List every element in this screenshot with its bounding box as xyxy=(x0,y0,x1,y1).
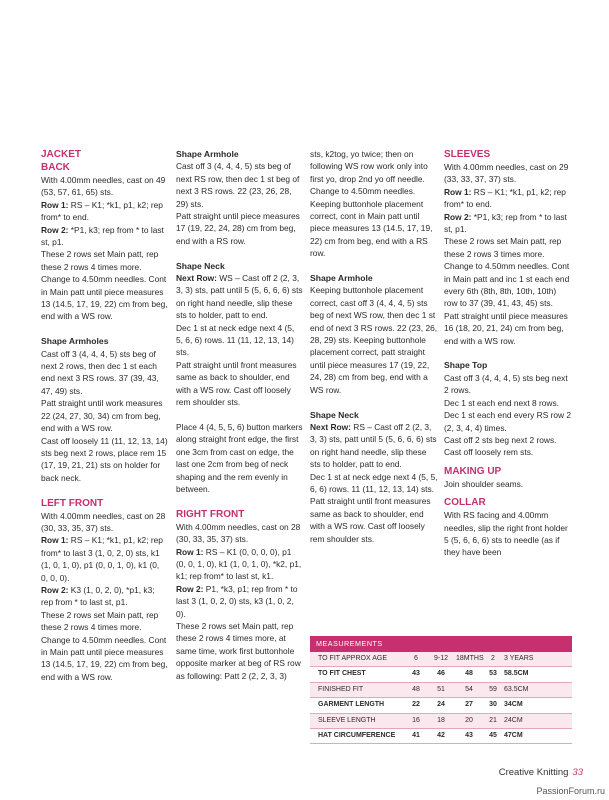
table-cell: 58.5CM xyxy=(504,670,529,678)
page-number: 33 xyxy=(572,767,583,778)
table-cell: 53 xyxy=(489,670,497,678)
table-cell: 54 xyxy=(465,685,473,693)
column-1 xyxy=(41,148,168,683)
row-label: HAT CIRCUMFERENCE xyxy=(318,731,396,739)
page-footer xyxy=(499,767,583,778)
paragraph: With 4.00mm needles, cast on 28 (30, 33, 35, 37) sts. xyxy=(176,521,301,545)
row-text: P1, *k3, p1; rep from * to last 3 (1, 0, 2, 0) sts, k3 (1, 0, 2, 0). xyxy=(176,583,298,619)
subheading-shape-armhole: Shape Armhole xyxy=(176,149,239,159)
table-cell: 2 xyxy=(491,655,495,662)
paragraph: These 2 rows set Main patt, rep these 2 rows 4 times more. xyxy=(41,609,159,633)
row-label: Row 2: xyxy=(41,224,69,235)
section-title-making-up: MAKING UP xyxy=(444,465,502,477)
row-label: FINISHED FIT xyxy=(318,685,364,693)
paragraph: Cast off loosely 11 (11, 12, 13, 14) sts beg next 2 rows, place rem 15 (17, 19, 21, 21) sts on holder for back neck. xyxy=(41,435,168,483)
table-cell: 42 xyxy=(437,731,445,739)
row-label: Row 1: xyxy=(41,199,69,210)
table-row xyxy=(310,652,572,667)
paragraph: With 4.00mm needles, cast on 28 (30, 33, 35, 37) sts. xyxy=(41,510,166,533)
paragraph: Patt straight until front measures same as back to shoulder, end with a WS row. Cast off loosely rem shoulder sts. xyxy=(176,359,297,408)
row-label: Row 1: xyxy=(176,546,204,557)
table-cell: 46 xyxy=(437,670,445,678)
section-title-right-front: RIGHT FRONT xyxy=(176,508,245,520)
paragraph: Change to 4.50mm needles. Keeping buttonhole placement correct, cont in Main patt until piece measures 13 (14.5, 17, 19, 22) cm from beg, end with a RS row. xyxy=(310,186,433,259)
paragraph: These 2 rows set Main patt, rep these 2 rows 3 times more. xyxy=(444,236,562,259)
paragraph: Cast off 3 (4, 4, 4, 5) sts beg of next RS row, then dec 1 st beg of next 3 RS rows. 22 (23, 26, 28, 29) sts. xyxy=(176,161,300,209)
table-row xyxy=(310,698,572,713)
row-label: Row 2: xyxy=(41,584,69,595)
table-cell: 22 xyxy=(412,701,420,709)
paragraph xyxy=(176,583,303,620)
paragraph xyxy=(41,584,168,609)
column-4 xyxy=(444,148,572,559)
subheading-shape-neck: Shape Neck xyxy=(310,409,359,420)
paragraph: Keeping buttonhole placement correct, cast off 3 (4, 4, 4, 5) sts beg of next WS row, then dec 1 st end of next 3 RS rows. 22 (23, 26, 28, 29) sts. Keeping buttonhole placement correct, patt straight until piece measures 17 (19, 22, 24, 28) cm from beg, end with a WS row. xyxy=(310,285,438,395)
paragraph xyxy=(41,534,168,584)
paragraph: Dec 1 st at neck edge next 4 (5, 5, 6, 6) rows. 11 (11, 12, 13, 14) sts. xyxy=(310,471,438,494)
paragraph xyxy=(444,211,572,236)
paragraph: Patt straight until work measures 22 (24, 27, 30, 34) cm from beg, end with a WS row. xyxy=(41,398,163,434)
paragraph xyxy=(41,199,168,224)
subheading-shape-neck: Shape Neck xyxy=(176,260,225,271)
paragraph: With RS facing and 4.00mm needles, slip the right front holder 5 (5, 6, 6, 6) sts to needle (as if they have been xyxy=(444,510,568,558)
paragraph: These 2 rows set Main patt, rep these 2 rows 4 times more, at same time, work first buttonhole opposite marker at beg of RS row as following: Patt 2 (2, 2, 3, 3) xyxy=(176,620,301,681)
watermark: PassionForum.ru xyxy=(536,786,605,796)
paragraph xyxy=(176,546,303,583)
table-cell: 27 xyxy=(465,701,473,709)
section-title-sleeves: SLEEVES xyxy=(444,149,491,160)
table-cell: 48 xyxy=(412,685,420,693)
table-cell: 45 xyxy=(489,731,497,739)
table-cell: 47CM xyxy=(504,731,523,739)
measurements-rows xyxy=(310,652,572,744)
measurements-table xyxy=(310,636,572,744)
row-label: SLEEVE LENGTH xyxy=(318,716,376,724)
table-row xyxy=(310,729,572,744)
paragraph: Cast off 2 sts beg next 2 rows. Cast off loosely rem sts. xyxy=(444,434,557,458)
subheading-shape-top: Shape Top xyxy=(444,360,488,371)
row-label: Row 1: xyxy=(444,186,472,197)
paragraph xyxy=(444,186,572,211)
table-cell: 18MTHS xyxy=(456,655,484,662)
paragraph: sts, k2tog, yo twice; then on following WS row work only into first yo, drop 2nd yo off needle. xyxy=(310,149,428,184)
paragraph: Patt straight until piece measures 16 (18, 20, 21, 24) cm from beg, end with a WS row. xyxy=(444,310,568,346)
table-cell: 48 xyxy=(465,670,473,678)
paragraph: Join shoulder seams. xyxy=(444,478,524,489)
table-cell: 63.5CM xyxy=(504,685,529,693)
row-text: RS – K1 (0, 0, 0, 0), p1 (0, 0, 1, 0), k1 (1, 0, 1, 0), *k2, p1, k1; rep from* to last st, k1. xyxy=(176,546,302,582)
table-cell: 43 xyxy=(465,731,473,739)
row-label: Row 2: xyxy=(176,583,204,594)
row-text: WS – Cast off 2 (2, 3, 3, 3) sts, patt until 5 (5, 6, 6, 6) sts on right hand needle, slip these sts to holder, patt to end. xyxy=(176,273,303,321)
row-label: TO FIT APPROX AGE xyxy=(318,655,387,662)
paragraph: Place 4 (4, 5, 5, 6) button markers along straight front edge, the first one 3cm from cast on edge, the last one 2cm from beg of neck shaping and the rem evenly in between. xyxy=(176,421,303,494)
table-cell: 41 xyxy=(412,731,420,739)
row-text: RS – K1; *k1, p1, k2; rep from* to last 3 (1, 0, 2, 0) sts, k1 (1, 0, 1, 0), p1 (0, 0, 1, 0), k1 (0, 0, 0, 0). xyxy=(41,535,163,583)
row-text: *P1, k3; rep from * to last st, p1. xyxy=(444,211,567,235)
magazine-title: Creative Knitting xyxy=(498,767,569,778)
measurements-title: MEASUREMENTS xyxy=(310,636,572,652)
row-label: Next Row: xyxy=(310,421,351,432)
paragraph: With 4.00mm needles, cast on 49 (53, 57, 61, 65) sts. xyxy=(41,175,166,198)
paragraph xyxy=(310,421,438,471)
table-cell: 6 xyxy=(414,655,418,662)
section-title-left-front: LEFT FRONT xyxy=(41,497,104,509)
paragraph: Change to 4.50mm needles. Cont in Main patt and inc 1 st each end every 6th (8th, 8th, 10th, 10th) row to 37 (39, 41, 43, 45) sts. xyxy=(444,261,570,309)
column-3 xyxy=(310,148,438,545)
column-2 xyxy=(176,148,303,682)
paragraph: With 4.00mm needles, cast on 29 (33, 33, 37, 37) sts. xyxy=(444,162,569,185)
paragraph xyxy=(176,272,303,322)
table-cell: 34CM xyxy=(504,701,523,709)
table-cell: 24 xyxy=(437,701,445,709)
row-label: TO FIT CHEST xyxy=(318,670,366,678)
table-cell: 30 xyxy=(489,701,497,709)
section-title-back: BACK xyxy=(41,162,70,173)
paragraph: Change to 4.50mm needles. Cont in Main patt until piece measures 13 (14.5, 17, 19, 22) cm from beg, end with a WS row. xyxy=(41,634,168,682)
paragraph: Dec 1 st at neck edge next 4 (5, 5, 6, 6) rows. 11 (11, 12, 13, 14) sts. xyxy=(176,322,295,358)
paragraph: Change to 4.50mm needles. Cont in Main patt until piece measures 13 (14.5, 17, 19, 22) cm from beg, end with a WS row. xyxy=(41,274,168,322)
paragraph: These 2 rows set Main patt, rep these 2 rows 4 times more. xyxy=(41,249,159,272)
table-cell: 9-12 xyxy=(433,655,448,662)
table-cell: 18 xyxy=(437,716,445,724)
row-text: K3 (1, 0, 2, 0), *p1, k3; rep from * to last st, p1. xyxy=(41,584,155,608)
row-label: Next Row: xyxy=(176,273,217,284)
section-title-collar: COLLAR xyxy=(444,497,486,509)
row-text: RS – Cast off 2 (2, 3, 3, 3) sts, patt until 5 (5, 6, 6, 6) sts on right hand needle, slip these sts to holder, patt to end. xyxy=(310,421,437,470)
row-text: RS – K1; *k1, p1, k2; rep from* to end. xyxy=(444,186,566,210)
table-cell: 43 xyxy=(412,670,420,678)
row-label: Row 2: xyxy=(444,211,472,222)
section-title-jacket: JACKET xyxy=(41,149,82,160)
paragraph xyxy=(41,224,168,249)
table-cell: 3 YEARS xyxy=(504,655,534,662)
subheading-shape-armhole: Shape Armhole xyxy=(310,273,373,284)
table-cell: 20 xyxy=(465,716,473,724)
table-cell: 21 xyxy=(489,716,497,724)
table-cell: 16 xyxy=(412,716,420,724)
paragraph: Patt straight until front measures same as back to shoulder, end with a WS row. Cast off loosely rem shoulder sts. xyxy=(310,496,431,544)
paragraph: Dec 1 st each end next 8 rows. Dec 1 st each end every RS row 2 (2, 3, 4, 4) times. xyxy=(444,397,572,433)
table-row xyxy=(310,667,572,682)
row-label: GARMENT LENGTH xyxy=(318,701,385,709)
table-row xyxy=(310,683,572,698)
row-text: *P1, k3; rep from * to last st, p1. xyxy=(41,224,164,248)
table-cell: 51 xyxy=(437,685,445,693)
row-text: RS – K1; *k1, p1, k2; rep from* to end. xyxy=(41,199,163,223)
row-label: Row 1: xyxy=(41,535,69,546)
table-cell: 59 xyxy=(489,685,497,693)
paragraph: Cast off 3 (4, 4, 4, 5) sts beg of next 2 rows, then dec 1 st each end next 3 RS rows. 37 (39, 43, 47, 49) sts. xyxy=(41,348,159,396)
subheading-shape-armholes: Shape Armholes xyxy=(41,336,109,347)
paragraph: Cast off 3 (4, 4, 4, 5) sts beg next 2 rows. xyxy=(444,372,568,396)
table-row xyxy=(310,714,572,729)
table-cell: 24CM xyxy=(504,716,523,724)
paragraph: Patt straight until piece measures 17 (19, 22, 24, 28) cm from beg, end with a RS row. xyxy=(176,211,300,246)
